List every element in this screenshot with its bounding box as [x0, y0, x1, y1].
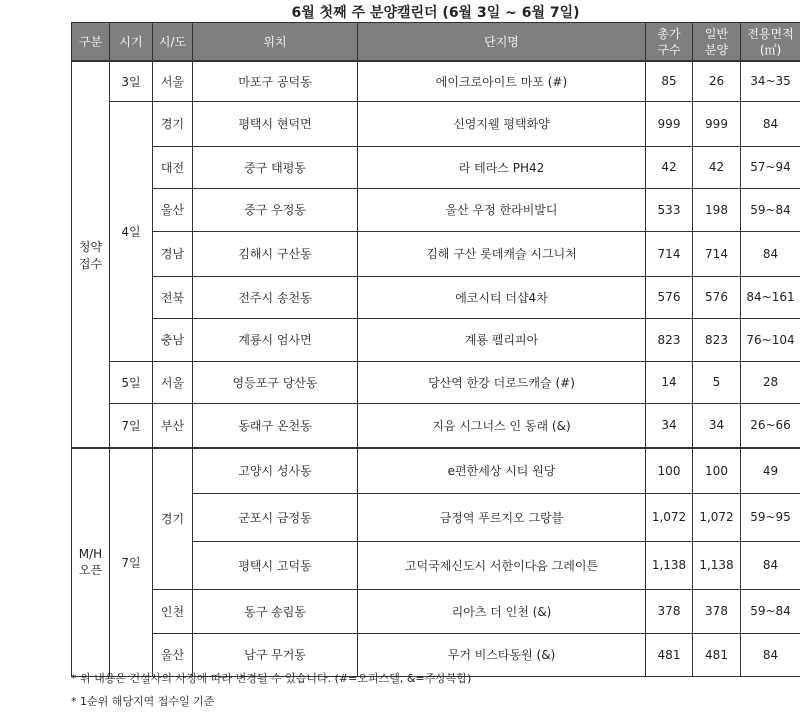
total-units-cell: 85: [646, 61, 693, 101]
total-units-cell: 42: [646, 146, 693, 188]
date-cell: 4일: [110, 101, 153, 361]
date-cell: 7일: [110, 403, 153, 448]
complex-name-cell: 리아츠 더 인천 (&): [358, 589, 646, 633]
header-total: 총가 구수: [646, 23, 693, 62]
location-cell: 남구 무거동: [193, 633, 358, 676]
total-units-cell: 100: [646, 448, 693, 493]
total-units-cell: 576: [646, 276, 693, 318]
footnote: * 위 내용은 건설사의 사정에 따라 변경될 수 있습니다. (#=오피스텔, &=주상복합): [71, 672, 472, 685]
location-cell: 평택시 고덕동: [193, 541, 358, 589]
total-units-cell: 1,072: [646, 493, 693, 541]
complex-name-cell: 무거 비스타동원 (&): [358, 633, 646, 676]
area-cell: 59~84: [741, 188, 800, 231]
header-name: 단지명: [358, 23, 646, 62]
header-sido: 시/도: [153, 23, 193, 62]
table-row: [72, 448, 800, 493]
total-units-cell: 714: [646, 231, 693, 276]
area-cell: 84: [741, 541, 800, 589]
area-cell: 49: [741, 448, 800, 493]
table-row: [72, 318, 800, 361]
date-cell: 5일: [110, 361, 153, 403]
location-cell: 중구 우정동: [193, 188, 358, 231]
footnote: * 1순위 해당지역 접수일 기준: [71, 695, 215, 708]
total-units-cell: 34: [646, 403, 693, 448]
location-cell: 평택시 현덕면: [193, 101, 358, 146]
general-units-cell: 5: [693, 361, 741, 403]
table-row: [72, 589, 800, 633]
general-units-cell: 1,072: [693, 493, 741, 541]
total-units-cell: 823: [646, 318, 693, 361]
general-units-cell: 34: [693, 403, 741, 448]
section-label: M/H 오픈: [72, 448, 110, 676]
complex-name-cell: 지음 시그너스 인 동래 (&): [358, 403, 646, 448]
location-cell: 김해시 구산동: [193, 231, 358, 276]
area-cell: 28: [741, 361, 800, 403]
location-cell: 고양시 성사동: [193, 448, 358, 493]
table-row: [72, 361, 800, 403]
sido-cell: 부산: [153, 403, 193, 448]
header-area: 전용면적 (㎡): [741, 23, 800, 62]
general-units-cell: 714: [693, 231, 741, 276]
location-cell: 동구 송림동: [193, 589, 358, 633]
total-units-cell: 533: [646, 188, 693, 231]
section-label: 청약 접수: [72, 61, 110, 448]
general-units-cell: 1,138: [693, 541, 741, 589]
area-cell: 34~35: [741, 61, 800, 101]
location-cell: 동래구 온천동: [193, 403, 358, 448]
complex-name-cell: 금정역 푸르지오 그랑블: [358, 493, 646, 541]
area-cell: 84: [741, 231, 800, 276]
complex-name-cell: 고덕국제신도시 서한이다음 그레이튼: [358, 541, 646, 589]
area-cell: 84: [741, 633, 800, 676]
general-units-cell: 823: [693, 318, 741, 361]
general-units-cell: 198: [693, 188, 741, 231]
total-units-cell: 1,138: [646, 541, 693, 589]
sido-cell: 경기: [153, 101, 193, 146]
location-cell: 영등포구 당산동: [193, 361, 358, 403]
sido-cell: 충남: [153, 318, 193, 361]
complex-name-cell: 신영지웰 평택화양: [358, 101, 646, 146]
complex-name-cell: 라 테라스 PH42: [358, 146, 646, 188]
complex-name-cell: 계룡 펠리피아: [358, 318, 646, 361]
location-cell: 중구 태평동: [193, 146, 358, 188]
sido-cell: 서울: [153, 61, 193, 101]
total-units-cell: 14: [646, 361, 693, 403]
complex-name-cell: 당산역 한강 더로드캐슬 (#): [358, 361, 646, 403]
complex-name-cell: 김해 구산 롯데캐슬 시그니처: [358, 231, 646, 276]
complex-name-cell: 에코시티 더샵4차: [358, 276, 646, 318]
sido-cell: 인천: [153, 589, 193, 633]
location-cell: 군포시 금정동: [193, 493, 358, 541]
general-units-cell: 576: [693, 276, 741, 318]
general-units-cell: 100: [693, 448, 741, 493]
table-row: [72, 61, 800, 101]
date-cell: 3일: [110, 61, 153, 101]
sido-cell: 울산: [153, 188, 193, 231]
header-row: [72, 23, 800, 62]
general-units-cell: 26: [693, 61, 741, 101]
table-row: [72, 231, 800, 276]
date-cell: 7일: [110, 448, 153, 676]
location-cell: 계룡시 엄사면: [193, 318, 358, 361]
header-location: 위치: [193, 23, 358, 62]
header-gubun: 구분: [72, 23, 110, 62]
page-title: 6월 첫째 주 분양캘린더 (6월 3일 ~ 6월 7일): [291, 5, 580, 21]
location-cell: 전주시 송천동: [193, 276, 358, 318]
table-row: [72, 101, 800, 146]
complex-name-cell: e편한세상 시티 원당: [358, 448, 646, 493]
total-units-cell: 999: [646, 101, 693, 146]
area-cell: 57~94: [741, 146, 800, 188]
general-units-cell: 378: [693, 589, 741, 633]
area-cell: 76~104: [741, 318, 800, 361]
general-units-cell: 481: [693, 633, 741, 676]
general-units-cell: 42: [693, 146, 741, 188]
area-cell: 59~84: [741, 589, 800, 633]
sido-cell: 울산: [153, 633, 193, 676]
calendar-table: [71, 22, 800, 677]
header-general: 일반 분양: [693, 23, 741, 62]
sido-cell: 경기: [153, 448, 193, 589]
table-row: [72, 188, 800, 231]
header-sigi: 시기: [110, 23, 153, 62]
sido-cell: 서울: [153, 361, 193, 403]
sido-cell: 대전: [153, 146, 193, 188]
table-row: [72, 276, 800, 318]
complex-name-cell: 울산 우정 한라비발디: [358, 188, 646, 231]
location-cell: 마포구 공덕동: [193, 61, 358, 101]
area-cell: 59~95: [741, 493, 800, 541]
area-cell: 84~161: [741, 276, 800, 318]
table-row: [72, 403, 800, 448]
sido-cell: 경남: [153, 231, 193, 276]
area-cell: 26~66: [741, 403, 800, 448]
total-units-cell: 481: [646, 633, 693, 676]
area-cell: 84: [741, 101, 800, 146]
sido-cell: 전북: [153, 276, 193, 318]
total-units-cell: 378: [646, 589, 693, 633]
general-units-cell: 999: [693, 101, 741, 146]
table-row: [72, 146, 800, 188]
complex-name-cell: 에이크로아이트 마포 (#): [358, 61, 646, 101]
